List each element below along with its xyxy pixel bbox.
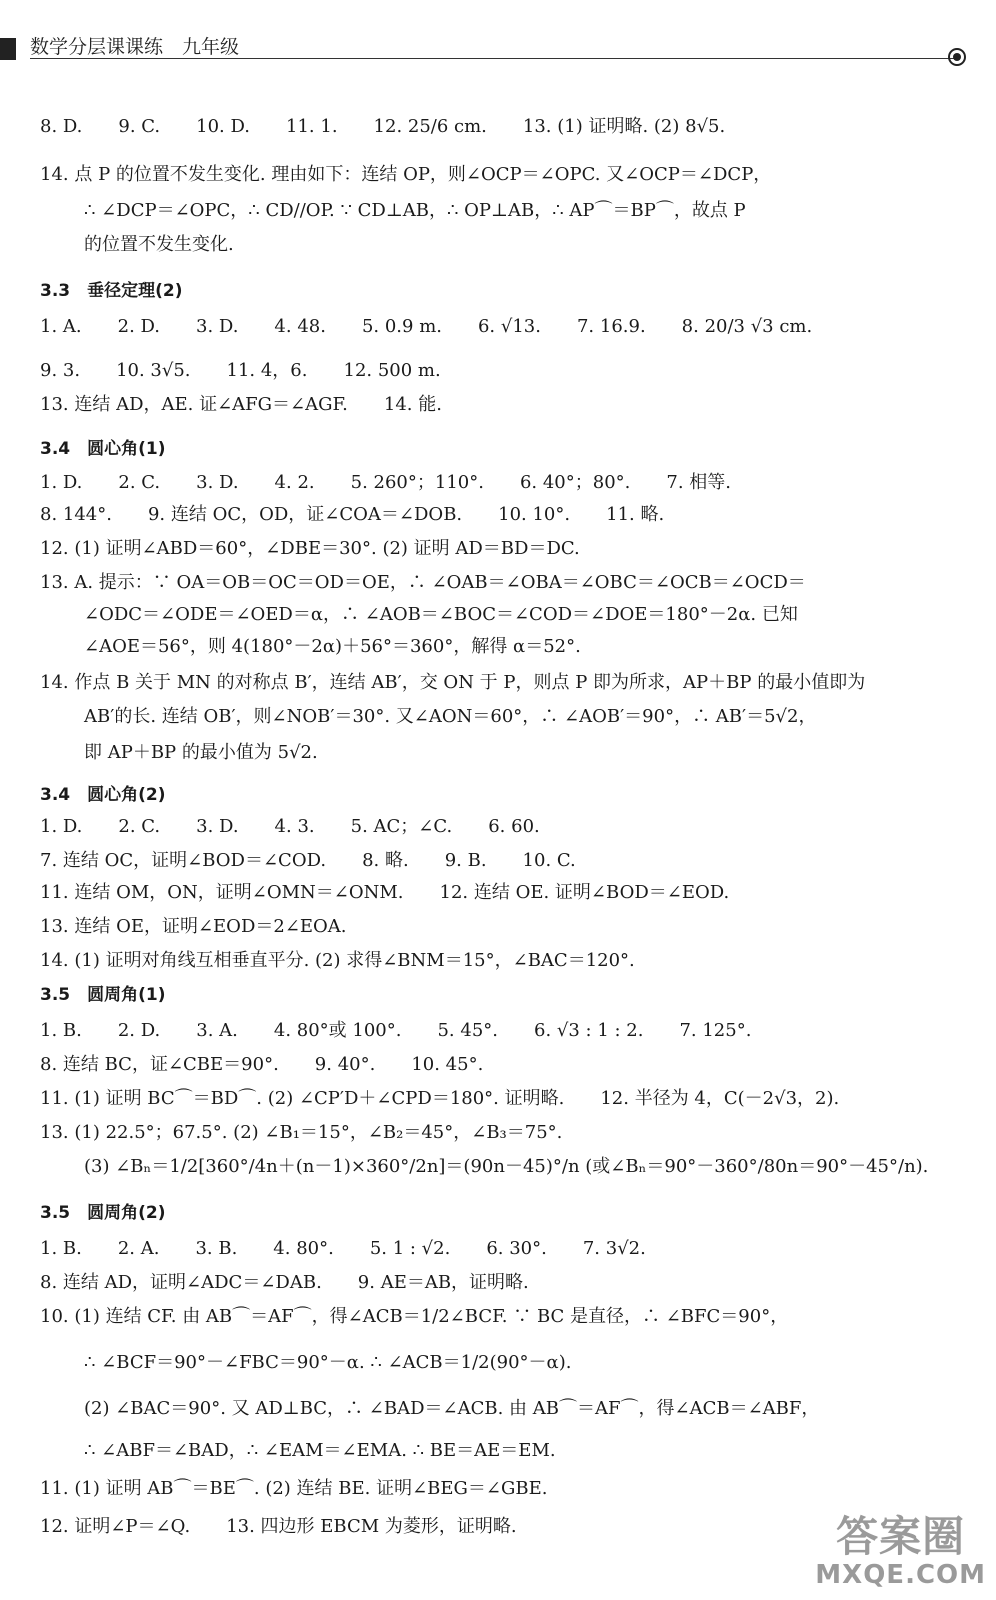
- corner-mark: [0, 38, 16, 60]
- section-heading: 3.4 圆心角(2): [40, 785, 166, 805]
- header-dot-icon: [948, 48, 966, 66]
- watermark-url: MXQE.COM: [815, 1560, 986, 1590]
- header-rule: [30, 58, 956, 59]
- answer-line: 12. (1) 证明∠ABD＝60°，∠DBE＝30°. (2) 证明 AD＝BD＝DC.: [40, 538, 580, 559]
- answer-line: 11. (1) 证明 AB⌒＝BE⌒. (2) 连结 BE. 证明∠BEG＝∠GBE.: [40, 1478, 548, 1499]
- answer-line: 13. A. 提示：∵ OA＝OB＝OC＝OD＝OE，∴ ∠OAB＝∠OBA＝∠OBC＝∠OCB＝∠OCD＝: [40, 572, 806, 593]
- answer-line: 1. B. 2. D. 3. A. 4. 80°或 100°. 5. 45°. 6. √3 : 1 : 2. 7. 125°.: [40, 1020, 752, 1041]
- section-heading: 3.3 垂径定理(2): [40, 281, 183, 301]
- answer-line: 12. 证明∠P＝∠Q. 13. 四边形 EBCM 为菱形，证明略.: [40, 1516, 517, 1537]
- answer-line: 9. 3. 10. 3√5. 11. 4，6. 12. 500 m.: [40, 360, 441, 381]
- watermark-text: 答案圈: [836, 1512, 966, 1561]
- answer-line: ∠ODC＝∠ODE＝∠OED＝α，∴ ∠AOB＝∠BOC＝∠COD＝∠DOE＝180°－2α. 已知: [84, 604, 798, 625]
- watermark: [815, 1512, 986, 1590]
- answer-line: 8. 连结 AD，证明∠ADC＝∠DAB. 9. AE＝AB，证明略.: [40, 1272, 529, 1293]
- answer-line: AB′的长. 连结 OB′，则∠NOB′＝30°. 又∠AON＝60°，∴ ∠AOB′＝90°，∴ AB′＝5√2，: [84, 706, 817, 727]
- answer-line: 1. A. 2. D. 3. D. 4. 48. 5. 0.9 m. 6. √13. 7. 16.9. 8. 20/3 √3 cm.: [40, 316, 813, 337]
- answer-line: ∴ ∠DCP＝∠OPC，∴ CD//OP. ∵ CD⊥AB，∴ OP⊥AB，∴ AP⌒＝BP⌒，故点 P: [84, 200, 746, 221]
- answer-line: 14. (1) 证明对角线互相垂直平分. (2) 求得∠BNM＝15°，∠BAC＝120°.: [40, 950, 635, 971]
- answer-line: 13. (1) 22.5°；67.5°. (2) ∠B₁＝15°，∠B₂＝45°，∠B₃＝75°.: [40, 1122, 563, 1143]
- answer-line: ∴ ∠BCF＝90°－∠FBC＝90°－α. ∴ ∠ACB＝1/2(90°－α).: [84, 1352, 572, 1373]
- answer-line: 8. D. 9. C. 10. D. 11. 1. 12. 25/6 cm. 13. (1) 证明略. (2) 8√5.: [40, 116, 726, 137]
- answer-line: 8. 连结 BC，证∠CBE＝90°. 9. 40°. 10. 45°.: [40, 1054, 484, 1075]
- answer-line: 14. 点 P 的位置不发生变化. 理由如下：连结 OP，则∠OCP＝∠OPC. 又∠OCP＝∠DCP，: [40, 164, 772, 185]
- answer-line: ∠AOE＝56°，则 4(180°－2α)＋56°＝360°，解得 α＝52°.: [84, 636, 581, 657]
- answer-line: 7. 连结 OC，证明∠BOD＝∠COD. 8. 略. 9. B. 10. C.: [40, 850, 576, 871]
- answer-line: 13. 连结 AD，AE. 证∠AFG＝∠AGF. 14. 能.: [40, 394, 442, 415]
- answer-line: 1. D. 2. C. 3. D. 4. 3. 5. AC；∠C. 6. 60.: [40, 816, 540, 837]
- answer-line: 14. 作点 B 关于 MN 的对称点 B′，连结 AB′，交 ON 于 P，则点 P 即为所求，AP＋BP 的最小值即为: [40, 672, 866, 693]
- answer-line: ∴ ∠ABF＝∠BAD，∴ ∠EAM＝∠EMA. ∴ BE＝AE＝EM.: [84, 1440, 556, 1461]
- answer-line: 1. D. 2. C. 3. D. 4. 2. 5. 260°；110°. 6. 40°；80°. 7. 相等.: [40, 472, 732, 493]
- answer-line: (2) ∠BAC＝90°. 又 AD⊥BC，∴ ∠BAD＝∠ACB. 由 AB⌒＝AF⌒，得∠ACB＝∠ABF，: [84, 1398, 820, 1419]
- answer-line: 1. B. 2. A. 3. B. 4. 80°. 5. 1 : √2. 6. 30°. 7. 3√2.: [40, 1238, 646, 1259]
- answer-line: 10. (1) 连结 CF. 由 AB⌒＝AF⌒，得∠ACB＝1/2∠BCF. ∵ BC 是直径，∴ ∠BFC＝90°，: [40, 1306, 789, 1327]
- answer-line: 即 AP＋BP 的最小值为 5√2.: [84, 742, 318, 763]
- answer-line: 13. 连结 OE，证明∠EOD＝2∠EOA.: [40, 916, 347, 937]
- section-heading: 3.4 圆心角(1): [40, 439, 166, 459]
- book-title: 数学分层课课练 九年级: [30, 36, 240, 58]
- answer-line: 11. (1) 证明 BC⌒＝BD⌒. (2) ∠CP′D＋∠CPD＝180°. 证明略. 12. 半径为 4，C(－2√3，2).: [40, 1088, 840, 1109]
- answer-line: 8. 144°. 9. 连结 OC，OD，证∠COA＝∠DOB. 10. 10°. 11. 略.: [40, 504, 665, 525]
- answer-line: 11. 连结 OM，ON，证明∠OMN＝∠ONM. 12. 连结 OE. 证明∠BOD＝∠EOD.: [40, 882, 730, 903]
- answer-line: (3) ∠Bₙ＝1/2[360°/4n＋(n－1)×360°/2n]＝(90n－45)°/n (或∠Bₙ＝90°－360°/80n＝90°－45°/n).: [84, 1156, 929, 1177]
- page-header: [0, 18, 996, 64]
- answer-line: 的位置不发生变化.: [84, 234, 234, 255]
- section-heading: 3.5 圆周角(1): [40, 985, 166, 1005]
- section-heading: 3.5 圆周角(2): [40, 1203, 166, 1223]
